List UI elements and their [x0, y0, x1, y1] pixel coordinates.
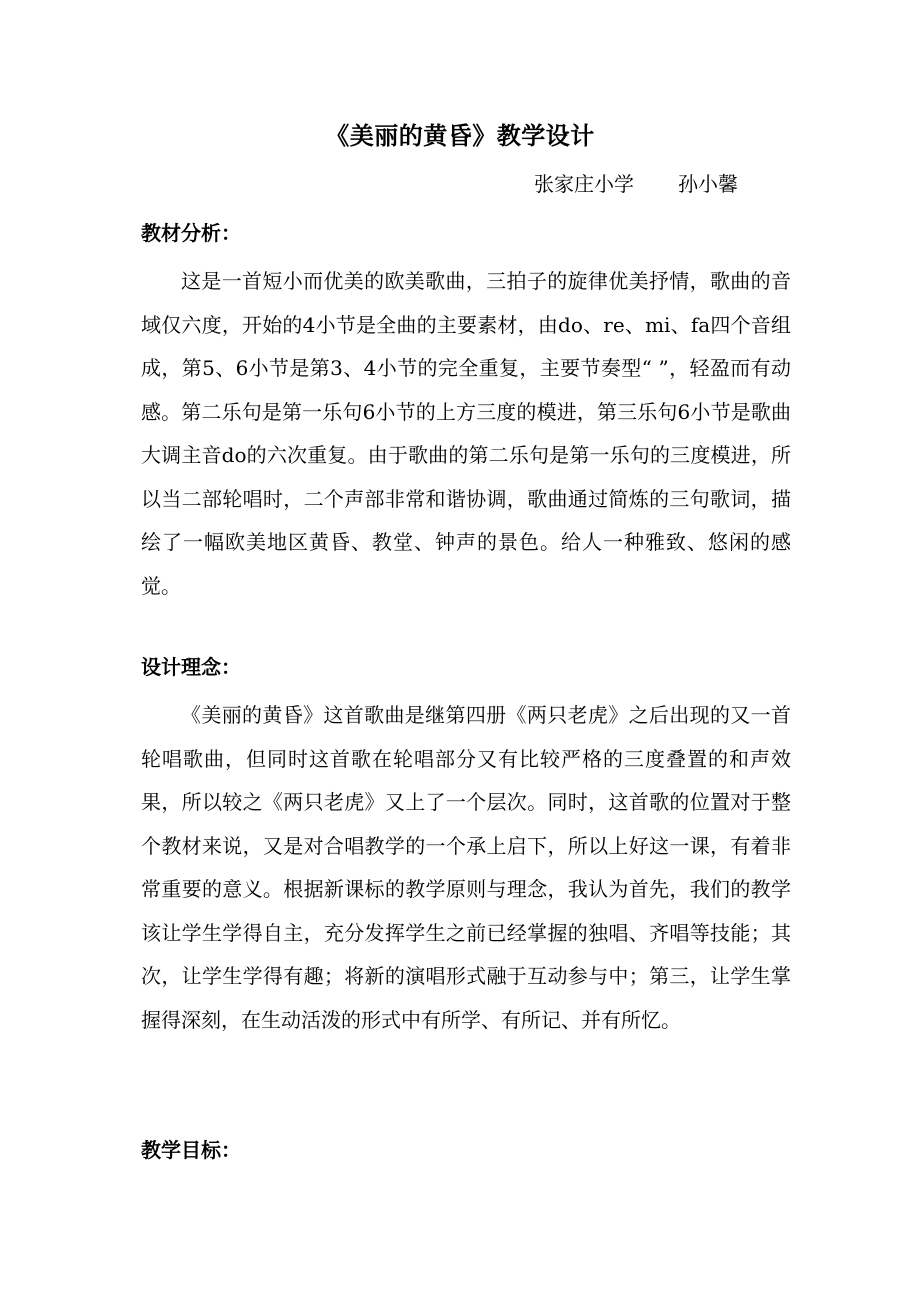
section-heading-teaching-goals: 教学目标： — [141, 1138, 241, 1162]
section-heading-textbook-analysis: 教材分析： — [141, 221, 241, 245]
section-paragraph-design-concept: 《美丽的黄昏》这首歌曲是继第四册《两只老虎》之后出现的又一首轮唱歌曲，但同时这首歌在轮唱部分又有比较严格的三度叠置的和声效果，所以较之《两只老虎》又上了一个层次。同时，这首歌的位置对于整个教材来说，又是对合唱教学的一个承上启下，所以上好这一课，有着非常重要的意义。根据新课标的教学原则与理念，我认为首先，我们的教学该让学生学得自主，充分发挥学生之前已经掌握的独唱、齐唱等技能；其次，让学生学得有趣；将新的演唱形式融于互动参与中；第三，让学生掌握得深刻，在生动活泼的形式中有所学、有所记、并有所忆。 — [141, 703, 791, 1032]
section-paragraph-textbook-analysis: 这是一首短小而优美的欧美歌曲，三拍子的旋律优美抒情，歌曲的音域仅六度，开始的4小节是全曲的主要素材，由do、re、mi、fa四个音组成，第5、6小节是第3、4小节的完全重复，主要节奏型“ ”，轻盈而有动感。第二乐句是第一乐句6小节的上方三度的模进，第三乐句6小节是歌曲大调主音do的六次重复。由于歌曲的第二乐句是第一乐句的三度模进，所以当二部轮唱时，二个声部非常和谐协调，歌曲通过简炼的三句歌词，描绘了一幅欧美地区黄昏、教堂、钟声的景色。给人一种雅致、悠闲的感觉。 — [141, 269, 791, 598]
school-name: 张家庄小学 — [534, 172, 634, 196]
author-name: 孙小馨 — [678, 172, 738, 196]
section-heading-design-concept: 设计理念： — [141, 655, 241, 679]
byline — [534, 168, 738, 200]
document-title: 《美丽的黄昏》教学设计 — [325, 121, 595, 150]
